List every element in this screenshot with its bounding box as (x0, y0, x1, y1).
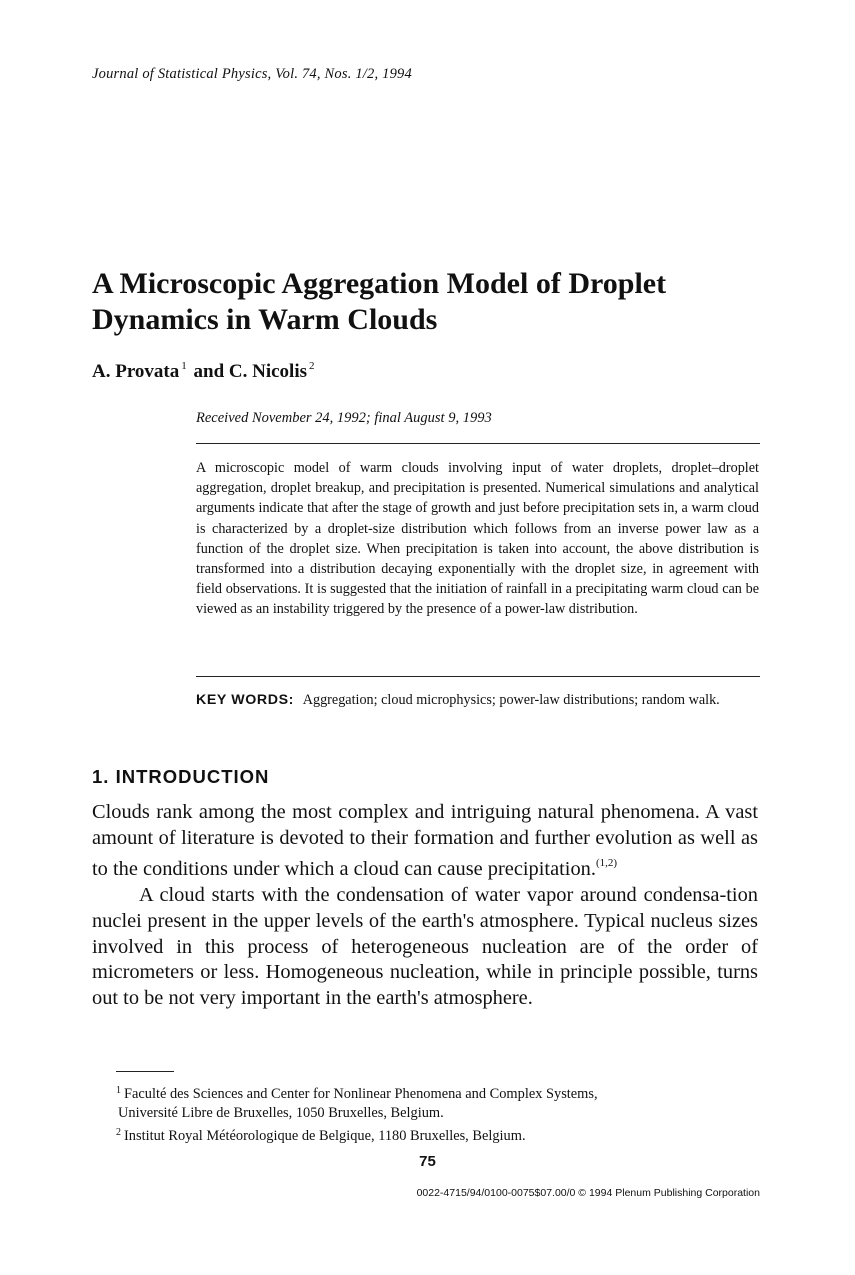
keywords-text: Aggregation; cloud microphysics; power-law distributions; random walk. (302, 692, 720, 708)
title-line-1: A Microscopic Aggregation Model of Droplet (92, 267, 667, 300)
footnote-1-line-1: Faculté des Sciences and Center for Nonlinear Phenomena and Complex Systems, (124, 1086, 598, 1102)
copyright-line: 0022-4715/94/0100-0075$07.00/0 © 1994 Plenum Publishing Corporation (416, 1187, 760, 1199)
paragraph-1 (92, 800, 758, 883)
footnote-2-line-1: Institut Royal Météorologique de Belgique, 1180 Bruxelles, Belgium. (124, 1128, 526, 1144)
author-nicolis: C. Nicolis (228, 361, 307, 382)
title-line-2: Dynamics in Warm Clouds (92, 303, 438, 336)
author-2-footnote-mark: 2 (309, 360, 315, 372)
citation-ref: (1,2) (595, 857, 618, 870)
paragraph-1-text: Clouds rank among the most complex and intriguing natural phenomena. A vast amount of literature is devoted to their formation and further evolution as well as to the conditions under which a cloud can cause precipitation. (92, 801, 758, 881)
abstract: A microscopic model of warm clouds involving input of water droplets, droplet–droplet aggregation, droplet breakup, and precipitation is presented. Numerical simulations and analytical arguments indicate that after the stage of growth and just before precipitation sets in, a warm cloud is characterized by a droplet-size distribution which follows from an inverse power law as a function of the droplet size. When precipitation is taken into account, the above distribution is transformed into a distribution decaying exponentially with the droplet size, in agreement with field observations. It is suggested that the initiation of rainfall in a precipitating warm cloud can be viewed as an instability triggered by the presence of a power-law distribution. (196, 460, 759, 618)
footnote-1-line-2: Université Libre de Bruxelles, 1050 Bruxelles, Belgium. (118, 1105, 444, 1121)
footnote-1-mark: 1 (116, 1085, 121, 1096)
footnote-rule (116, 1071, 174, 1072)
keywords-label: KEY WORDS: (196, 692, 294, 708)
author-conjunction: and (193, 361, 225, 382)
keywords (196, 690, 759, 711)
footnote-2 (116, 1123, 760, 1146)
received-dates: Received November 24, 1992; final August 9, 1993 (196, 410, 492, 426)
footnotes (116, 1081, 760, 1146)
paragraph-2: A cloud starts with the condensation of water vapor around condensa-tion nuclei present in the upper levels of the earth's atmosphere. Typical nucleus sizes involved in this process of heterogeneous nucleation are of the order of micrometers or less. Homogeneous nucleation, while in principle possible, turns out to be not very important in the earth's atmosphere. (92, 884, 758, 1009)
footnote-1 (116, 1081, 760, 1123)
section-heading: 1. INTRODUCTION (92, 766, 270, 787)
body-text (92, 800, 758, 1012)
footnote-2-mark: 2 (116, 1127, 121, 1138)
abstract-top-rule (196, 443, 760, 444)
author-list (92, 360, 317, 383)
paper-title (92, 266, 772, 338)
journal-header: Journal of Statistical Physics, Vol. 74, Nos. 1/2, 1994 (92, 66, 412, 82)
page-number: 75 (419, 1153, 436, 1170)
abstract-bottom-rule (196, 676, 760, 677)
author-provata: A. Provata (92, 361, 180, 382)
author-1-footnote-mark: 1 (181, 360, 187, 372)
